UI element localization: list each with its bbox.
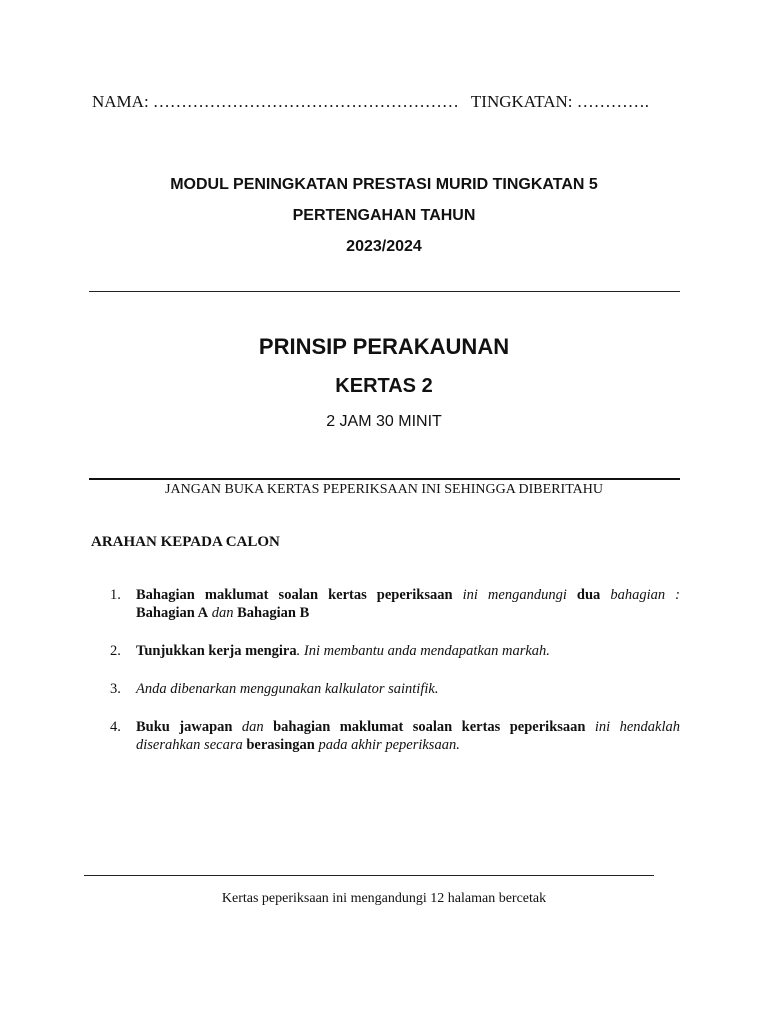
subject-title: PRINSIP PERAKAUNAN (258, 334, 510, 359)
divider-middle (89, 478, 680, 480)
text-bold: bahagian maklumat soalan kertas peperiksaan (273, 719, 586, 735)
text-bold: Bahagian maklumat soalan kertas peperiksaan (136, 587, 453, 603)
candidate-info-line (92, 92, 692, 112)
text-italic: ini mengandungi (452, 587, 577, 603)
text-italic: bahagian : (600, 587, 680, 603)
item-text (136, 586, 680, 622)
text-italic: ini hendaklah diserahkan secara (136, 719, 681, 753)
module-term: PERTENGAHAN TAHUN (292, 207, 476, 224)
text-bold: Bahagian B (237, 605, 310, 621)
item-number: 3. (110, 681, 121, 697)
item-text (136, 642, 680, 660)
instruction-item-1 (110, 586, 680, 622)
instructions-list (110, 586, 680, 754)
module-year: 2023/2024 (346, 238, 422, 255)
text-italic: Anda dibenarkan menggunakan kalkulator saintifik. (136, 681, 439, 697)
instructions-title: ARAHAN KEPADA CALON (91, 534, 280, 550)
instruction-item-4 (110, 718, 680, 754)
item-text (136, 718, 680, 754)
module-heading (0, 175, 768, 268)
name-label: NAMA: ……………………………………………… (92, 92, 459, 111)
item-number: 2. (110, 643, 121, 659)
exam-duration: 2 JAM 30 MINIT (326, 413, 442, 430)
text-italic: pada akhir peperiksaan. (314, 737, 460, 753)
text-bold: Tunjukkan kerja mengira (136, 643, 297, 659)
divider-top (89, 291, 680, 292)
module-title: MODUL PENINGKATAN PRESTASI MURID TINGKATAN 5 (170, 176, 598, 193)
text-italic: . Ini membantu anda mendapatkan markah. (296, 643, 550, 659)
instruction-item-2 (110, 642, 680, 660)
paper-number: KERTAS 2 (335, 375, 433, 397)
page-count-note: Kertas peperiksaan ini mengandungi 12 halaman bercetak (221, 891, 547, 906)
text-bold: Buku jawapan (136, 719, 233, 735)
divider-bottom (84, 875, 654, 876)
instruction-item-3 (110, 680, 680, 698)
text-bold: dua (576, 587, 601, 603)
form-label: TINGKATAN: …………. (470, 92, 649, 111)
item-text (136, 680, 680, 698)
text-bold: Bahagian A (136, 605, 209, 621)
subject-heading (0, 333, 768, 433)
do-not-open-warning: JANGAN BUKA KERTAS PEPERIKSAAN INI SEHINGGA DIBERITAHU (165, 482, 603, 497)
text-italic: dan (208, 605, 238, 621)
text-bold: berasingan (246, 737, 315, 753)
item-number: 1. (110, 587, 121, 603)
item-number: 4. (110, 719, 121, 735)
text-italic: dan (232, 719, 274, 735)
